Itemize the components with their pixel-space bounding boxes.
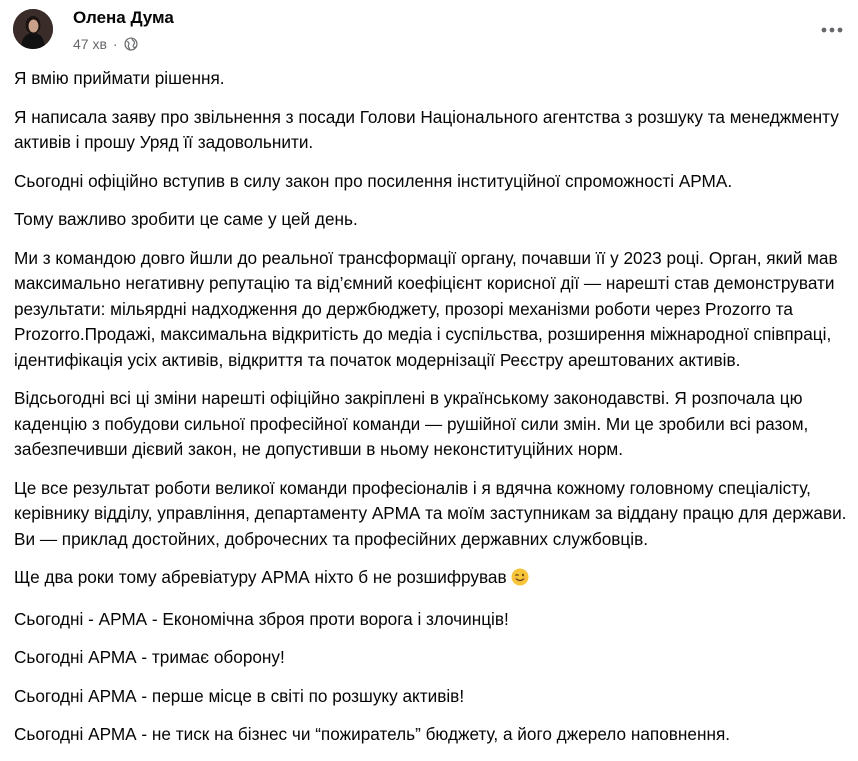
post-paragraph: Сьогодні офіційно вступив в силу закон про посилення інституційної спроможності АРМА. [14,170,733,191]
post-body [14,66,854,761]
winking-face-emoji [511,568,529,594]
author-name[interactable]: Олена Дума [73,8,174,27]
post-paragraph: Сьогодні АРМА - не тиск на бізнес чи “пожиратель” бюджету, а його джерело наповнення. [14,724,731,744]
post-paragraph: Сьогодні - АРМА - Економічна зброя проти ворога і злочинців! [14,608,509,629]
post-paragraph: Тому важливо зробити це саме у цей день. [14,209,358,229]
post-paragraph-with-emoji [14,565,854,594]
meta-separator: · [112,36,118,52]
post-paragraph: Ми з командою довго йшли до реальної трансформації органу, почавши її у 2023 році. Орган, який мав максимально негативну репутацію та від’ємний коефіцієнт корисної дії — нарешті став демонструвати результати: мільярдні надходження до держбюджету, прозорі механізми роботи через Prozorro та Prozorro.Продажі, максимальна відкритість до медіа і суспільства, розширення міжнародної співпраці, ідентифікація усіх активів, відкриття та початок модернізації Реєстру арештованих активів. [14,247,838,370]
more-horizontal-icon [820,26,844,34]
avatar[interactable] [13,9,53,49]
post-meta [73,36,138,52]
post-paragraph: Сьогодні АРМА - перше місце в світі по розшуку активів! [14,685,465,706]
post-paragraph-text: Ще два роки тому абревіатуру АРМА ніхто б не розшифрував [14,567,507,587]
post-paragraph: Відсьогодні всі ці зміни нарешті офіційно закріплені в українському законодавстві. Я розпочала цю каденцію з побудови сильної професійної команди — рушійної сили змін. Ми це зробили всі разом, забезпечивши дієвий закон, не допустивши в ньому неконституційних норм. [14,388,809,459]
post-paragraph: Сьогодні АРМА - тримає оборону! [14,647,285,667]
profile-photo [13,9,53,49]
post-paragraph: Це все результат роботи великої команди професіоналів і я вдячна кожному головному спеціалісту, керівнику відділу, управління, департаменту АРМА та моїм заступникам за віддану працю для держави. Ви — приклад достойних, доброчесних та професійних державних службовців. [14,477,847,549]
globe-icon[interactable] [124,37,138,51]
post-paragraph: Я вмію приймати рішення. [14,68,225,88]
post-time[interactable]: 47 хв [73,36,107,52]
post-paragraph: Я написала заяву про звільнення з посади Голови Національного агентства з розшуку та менеджменту активів і прошу Уряд її задовольнити. [14,106,839,152]
post-header [0,0,858,62]
more-options-button[interactable] [818,16,846,44]
